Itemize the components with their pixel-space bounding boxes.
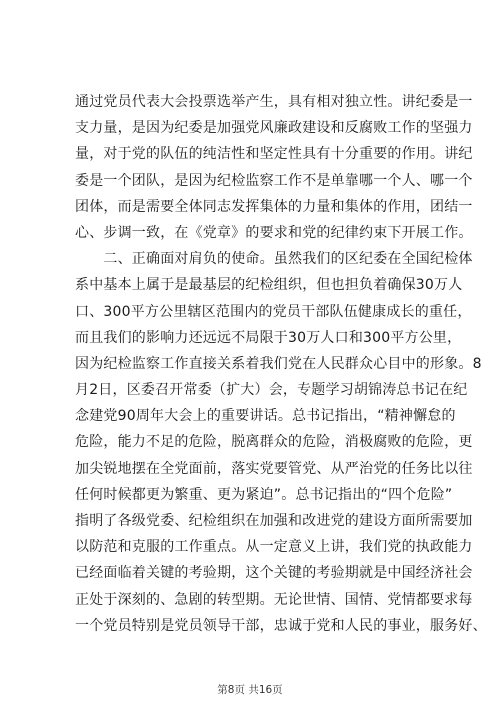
text-line: 因为纪检监察工作直接关系着我们党在人民群众心目中的形象。8 [75,355,482,372]
text-line: 团体，而是需要全体同志发挥集体的力量和集体的作用，团结一 [75,198,473,215]
text-line: 加尖锐地摆在全党面前，落实党要管党、从严治党的任务比以往 [75,460,473,477]
text-line: 支力量，是因为纪委是加强党风廉政建设和反腐败工作的坚强力 [75,120,473,137]
text-line: 量，对于党的队伍的纯洁性和坚定性具有十分重要的作用。讲纪 [75,146,473,163]
text-line: 而且我们的影响力还远远不局限于30万人口和300平方公里， [75,329,462,346]
text-line: 正处于深刻的、急剧的转型期。无论世情、国情、党情都要求每 [75,591,473,608]
body-text [75,89,487,639]
text-line: 危险，能力不足的危险，脱离群众的危险，消极腐败的危险，更 [75,434,473,451]
text-line: 以防范和克服的工作重点。从一定意义上讲，我们党的执政能力 [75,539,473,556]
text-line: 念建党90周年大会上的重要讲话。总书记指出，“精神懈怠的 [75,408,456,425]
text-line: 系中基本上属于是最基层的纪检组织，但也担负着确保30万人 [75,277,463,294]
text-line: 二、正确面对肩负的使命。虽然我们的区纪委在全国纪检体 [75,251,473,268]
text-line: 指明了各级党委、纪检组织在加强和改进党的建设方面所需要加 [75,513,473,529]
text-line: 一个党员特别是党员领导干部，忠诚于党和人民的事业，服务好、 [75,617,487,634]
text-line: 已经面临着关键的考验期，这个关键的考验期就是中国经济社会 [75,565,473,582]
text-line: 心、步调一致，在《党章》的要求和党的纪律约束下开展工作。 [75,224,473,241]
text-line: 委是一个团队，是因为纪检监察工作不是单靠哪一个人、哪一个 [75,172,473,189]
text-line: 任何时候都更为繁重、更为紧迫”。总书记指出的“四个危险” [75,486,453,503]
page-number-footer: 第8页 共16页 [217,684,283,696]
text-line: 通过党员代表大会投票选举产生，具有相对独立性。讲纪委是一 [75,94,473,110]
text-line: 月2日，区委召开常委（扩大）会，专题学习胡锦涛总书记在纪 [75,382,468,399]
text-line: 口、300平方公里辖区范围内的党员干部队伍健康成长的重任， [75,303,472,320]
